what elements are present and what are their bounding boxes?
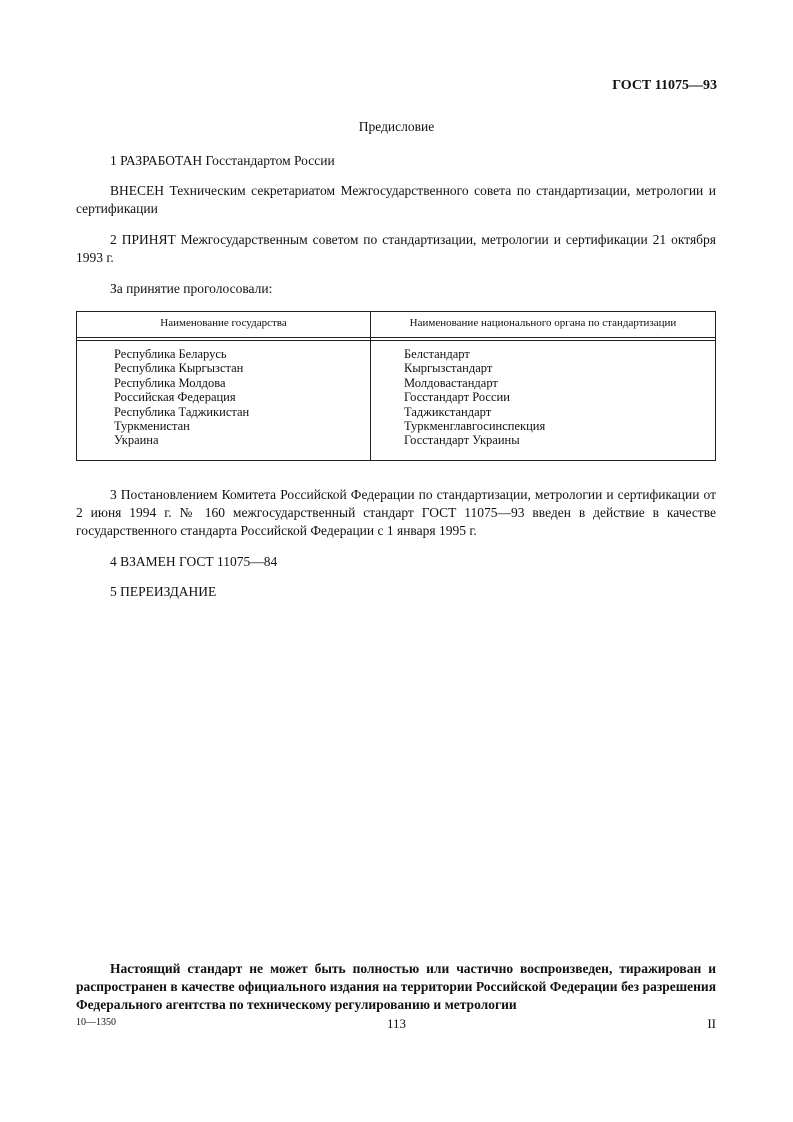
standards-body: Госстандарт Украины: [404, 433, 520, 448]
print-code: 10—1350: [76, 1017, 116, 1028]
roman-numeral: II: [707, 1016, 716, 1031]
table-header-rule: [77, 337, 715, 338]
enactment-paragraph: 3 Постановлением Комитета Российской Федерации по стандартизации, метрологии и сертификации от 2 июня 1994 г. № 160 межгосударственный стандарт ГОСТ 11075—93 введен в действие в качестве государственного стандарта Российской Федерации с 1 января 1995 г.: [76, 487, 716, 538]
table-column-divider: [370, 312, 371, 460]
table-header-state: Наименование государства: [160, 317, 287, 329]
adopted-by: 2 ПРИНЯТ Межгосударственным советом по стандартизации, метрологии и сертификации 21 октября 1993 г.: [76, 232, 716, 265]
standards-body: Кыргызстандарт: [404, 361, 493, 376]
copyright-notice: Настоящий стандарт не может быть полностью или частично воспроизведен, тиражирован и распространен в качестве официального издания на территории Российской Федерации без разрешения Федерального агентства по техническому регулированию и метрологии: [76, 961, 716, 1012]
standards-body: Таджикстандарт: [404, 404, 492, 419]
state-name: Республика Беларусь: [114, 347, 227, 361]
state-name: Республика Молдова: [114, 375, 226, 390]
introduced-by: ВНЕСЕН Техническим секретариатом Межгосударственного совета по стандартизации, метрологии и сертификации: [76, 183, 716, 216]
replaces-paragraph: 4 ВЗАМЕН ГОСТ 11075—84: [110, 554, 278, 569]
reissue-paragraph: 5 ПЕРЕИЗДАНИЕ: [110, 584, 217, 599]
developed-by: 1 РАЗРАБОТАН Госстандартом России: [110, 153, 335, 168]
standards-body: Туркменглавгосинспекция: [404, 419, 546, 433]
state-name: Республика Кыргызстан: [114, 361, 244, 376]
table-header-body: Наименование национального органа по стандартизации: [409, 317, 677, 329]
preface-title: Предисловие: [358, 119, 435, 134]
state-name: Республика Таджикистан: [114, 404, 250, 419]
state-name: Российская Федерация: [114, 390, 236, 405]
standards-body: Госстандарт России: [404, 390, 510, 405]
countries-table: [76, 311, 716, 461]
table-header-rule: [77, 340, 715, 341]
state-name: Туркменистан: [114, 419, 190, 433]
standards-body: Белстандарт: [404, 347, 470, 361]
state-name: Украина: [114, 433, 159, 448]
document-number: ГОСТ 11075—93: [612, 78, 717, 93]
page-number: 113: [386, 1016, 407, 1031]
standards-body: Молдовастандарт: [404, 375, 498, 390]
voted-for: За принятие проголосовали:: [110, 281, 273, 296]
